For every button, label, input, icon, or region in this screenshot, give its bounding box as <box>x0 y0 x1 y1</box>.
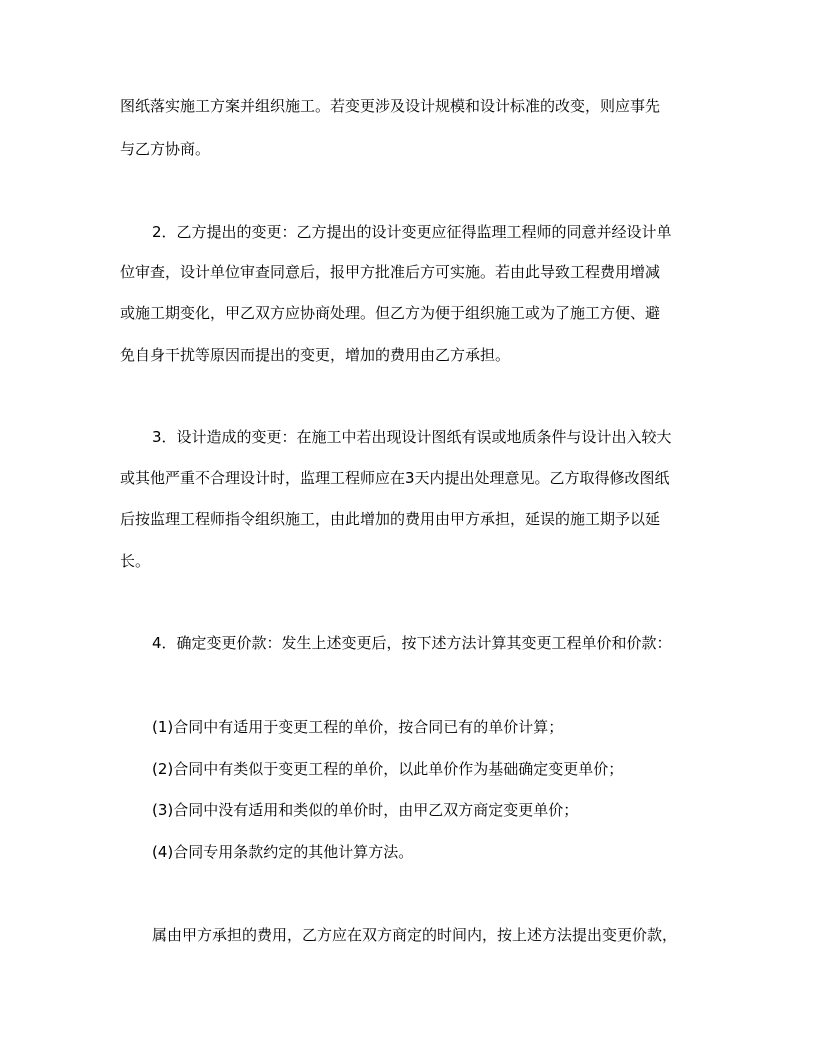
paragraph-line: 免自身干扰等原因而提出的变更，增加的费用由乙方承担。 <box>120 346 511 364</box>
paragraph-line: 或其他严重不合理设计时，监理工程师应在3天内提出处理意见。乙方取得修改图纸 <box>120 469 670 487</box>
paragraph-line: 长。 <box>120 552 151 570</box>
paragraph-line: 后按监理工程师指令组织施工，由此增加的费用由甲方承担，延误的施工期予以延 <box>120 510 661 528</box>
list-item: (1)合同中有适用于变更工程的单价，按合同已有的单价计算； <box>152 718 564 736</box>
paragraph-line: 或施工期变化，甲乙双方应协商处理。但乙方为便于组织施工或为了施工方便、避 <box>120 304 661 322</box>
paragraph-line: 2．乙方提出的变更：乙方提出的设计变更应征得监理工程师的同意并经设计单 <box>152 223 672 241</box>
paragraph-line: 属由甲方承担的费用，乙方应在双方商定的时间内，按上述方法提出变更价款， <box>152 926 678 944</box>
paragraph-line: 与乙方协商。 <box>120 140 211 158</box>
paragraph-line: 位审查，设计单位审查同意后，报甲方批准后方可实施。若由此导致工程费用增减 <box>120 263 661 281</box>
list-item: (2)合同中有类似于变更工程的单价，以此单价作为基础确定变更单价； <box>152 760 624 778</box>
paragraph-line: 图纸落实施工方案并组织施工。若变更涉及设计规模和设计标准的改变，则应事先 <box>120 97 661 115</box>
list-item: (3)合同中没有适用和类似的单价时，由甲乙双方商定变更单价； <box>152 801 579 819</box>
list-item: (4)合同专用条款约定的其他计算方法。 <box>152 843 414 861</box>
paragraph-line: 3．设计造成的变更：在施工中若出现设计图纸有误或地质条件与设计出入较大 <box>152 428 672 446</box>
paragraph-line: 4．确定变更价款：发生上述变更后，按下述方法计算其变更工程单价和价款： <box>152 634 672 652</box>
